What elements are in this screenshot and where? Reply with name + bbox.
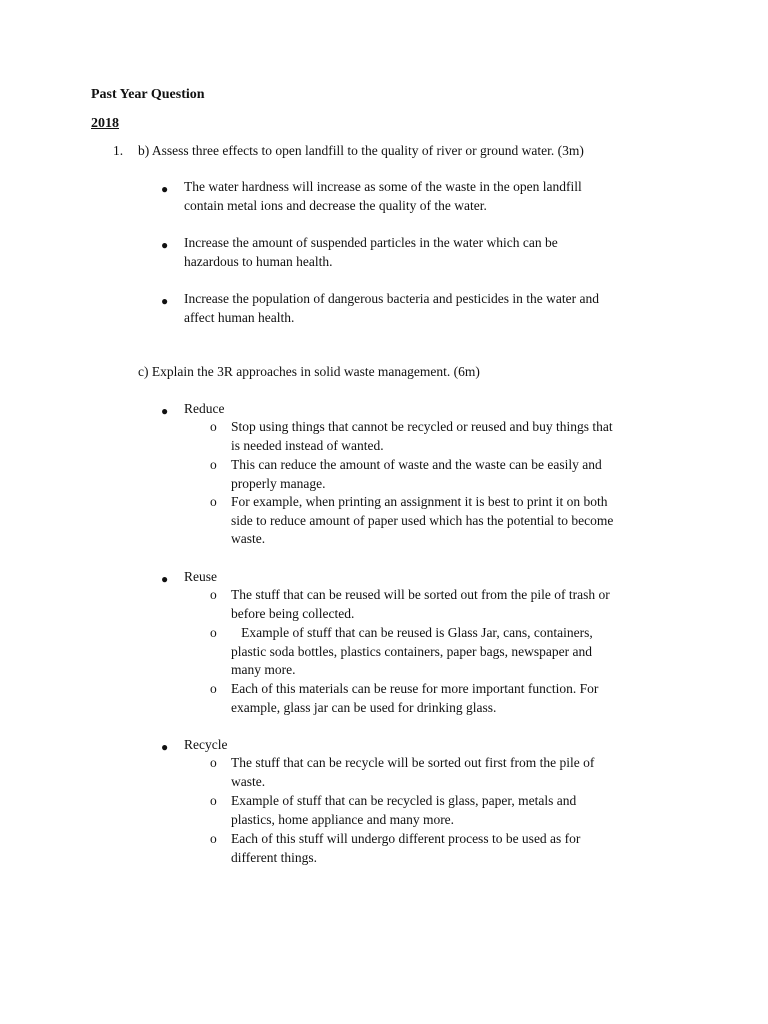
recycle-label: Recycle — [184, 737, 228, 752]
recycle-p1-line1: The stuff that can be recycle will be sorted out first from the pile of — [231, 755, 595, 770]
page-title: Past Year Question — [91, 87, 205, 102]
reduce-p1-line2: is needed instead of wanted. — [231, 438, 384, 453]
reduce-p3-line2: side to reduce amount of paper used which has the potential to become — [231, 513, 614, 528]
answer-b2-line1: Increase the amount of suspended particles in the water which can be — [184, 235, 558, 250]
bullet-icon: ● — [161, 182, 169, 196]
bullet-icon: ● — [161, 238, 169, 252]
bullet-icon: ● — [161, 740, 169, 754]
reuse-label: Reuse — [184, 569, 217, 584]
bullet-icon: ● — [161, 404, 169, 418]
answer-b2-line2: hazardous to human health. — [184, 254, 333, 269]
reuse-p1-line1: The stuff that can be reused will be sorted out from the pile of trash or — [231, 587, 610, 602]
sub-bullet-icon: o — [210, 755, 217, 770]
reduce-p2-line2: properly manage. — [231, 476, 326, 491]
reuse-p2-line1: Example of stuff that can be reused is Glass Jar, cans, containers, — [231, 625, 593, 640]
sub-bullet-icon: o — [210, 419, 217, 434]
year-heading: 2018 — [91, 116, 119, 131]
sub-bullet-icon: o — [210, 494, 217, 509]
question-b: b) Assess three effects to open landfill to the quality of river or ground water. (3m) — [138, 143, 584, 158]
sub-bullet-icon: o — [210, 457, 217, 472]
reduce-p3-line3: waste. — [231, 531, 266, 546]
sub-bullet-icon: o — [210, 625, 217, 640]
reuse-p1-line2: before being collected. — [231, 606, 355, 621]
sub-bullet-icon: o — [210, 793, 217, 808]
sub-bullet-icon: o — [210, 681, 217, 696]
reuse-p2-line2: plastic soda bottles, plastics containers, paper bags, newspaper and — [231, 644, 593, 659]
answer-b1-line2: contain metal ions and decrease the quality of the water. — [184, 198, 487, 213]
reduce-p3-line1: For example, when printing an assignment it is best to print it on both — [231, 494, 608, 509]
sub-bullet-icon: o — [210, 587, 217, 602]
reuse-p2-line3: many more. — [231, 662, 296, 677]
sub-bullet-icon: o — [210, 831, 217, 846]
question-c: c) Explain the 3R approaches in solid waste management. (6m) — [138, 364, 480, 379]
reduce-p2-line1: This can reduce the amount of waste and the waste can be easily and — [231, 457, 602, 472]
recycle-p2-line2: plastics, home appliance and many more. — [231, 812, 455, 827]
question-number: 1. — [113, 143, 124, 158]
reduce-label: Reduce — [184, 401, 225, 416]
bullet-icon: ● — [161, 294, 169, 308]
recycle-p3-line2: different things. — [231, 850, 317, 865]
answer-b1-line1: The water hardness will increase as some of the waste in the open landfill — [184, 179, 582, 194]
bullet-icon: ● — [161, 572, 169, 586]
reuse-p3-line1: Each of this materials can be reuse for more important function. For — [231, 681, 599, 696]
recycle-p1-line2: waste. — [231, 774, 266, 789]
answer-b3-line1: Increase the population of dangerous bacteria and pesticides in the water and — [184, 291, 599, 306]
reduce-p1-line1: Stop using things that cannot be recycled or reused and buy things that — [231, 419, 613, 434]
recycle-p3-line1: Each of this stuff will undergo different process to be used as for — [231, 831, 581, 846]
answer-b3-line2: affect human health. — [184, 310, 295, 325]
recycle-p2-line1: Example of stuff that can be recycled is glass, paper, metals and — [231, 793, 577, 808]
reuse-p3-line2: example, glass jar can be used for drinking glass. — [231, 700, 497, 715]
